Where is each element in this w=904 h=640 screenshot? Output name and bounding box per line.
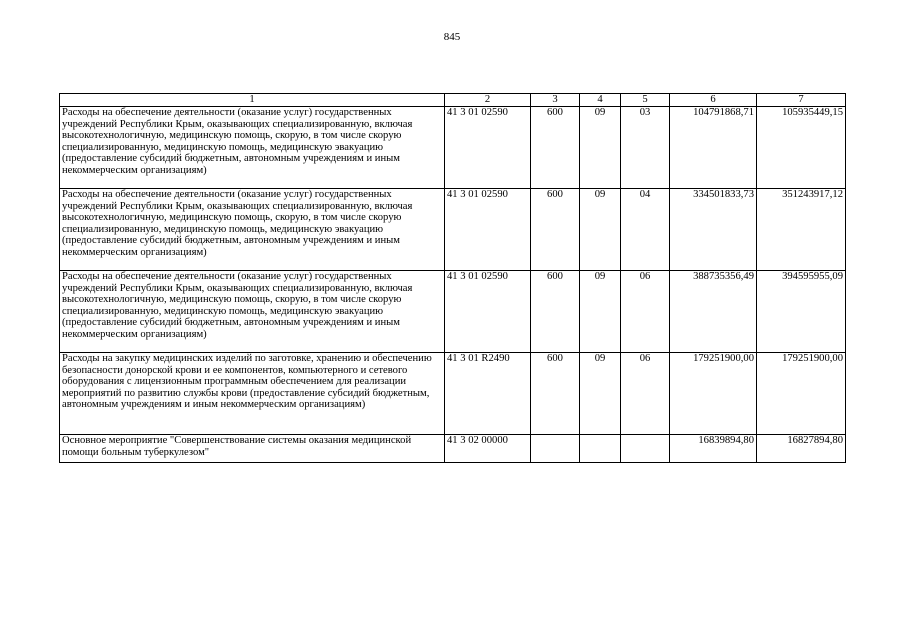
expense-name-cell: Расходы на обеспечение деятельности (оказание услуг) государственных учреждений Республики Крым, оказывающих специализированную, включая высокотехнологичную, медицинскую помощь, скорую, в том числе скорую специализированную, медицинскую помощь, медицинскую эвакуацию (предоставление субсидий бюджетным, автономным учреждениям и иным некоммерческим организациям) <box>60 271 445 353</box>
amount-cell: 16839894,80 <box>670 435 757 463</box>
subsection-code-cell: 06 <box>621 353 670 435</box>
column-header: 7 <box>757 94 846 107</box>
amount-cell: 388735356,49 <box>670 271 757 353</box>
table-row <box>60 435 846 463</box>
expense-type-code-cell <box>531 435 580 463</box>
target-article-code-cell: 41 3 01 R2490 <box>445 353 531 435</box>
subsection-code-cell: 03 <box>621 107 670 189</box>
column-header: 4 <box>580 94 621 107</box>
amount-cell: 334501833,73 <box>670 189 757 271</box>
table-row <box>60 189 846 271</box>
expense-type-code-cell: 600 <box>531 353 580 435</box>
section-code-cell: 09 <box>580 107 621 189</box>
header-row <box>60 94 846 107</box>
table-row <box>60 353 846 435</box>
target-article-code-cell: 41 3 01 02590 <box>445 271 531 353</box>
expense-type-code-cell: 600 <box>531 271 580 353</box>
amount-cell: 105935449,15 <box>757 107 846 189</box>
expense-type-code-cell: 600 <box>531 189 580 271</box>
column-header: 1 <box>60 94 445 107</box>
amount-cell: 394595955,09 <box>757 271 846 353</box>
section-code-cell: 09 <box>580 271 621 353</box>
subsection-code-cell <box>621 435 670 463</box>
expense-name-cell: Основное мероприятие "Совершенствование системы оказания медицинской помощи больным туберкулезом" <box>60 435 445 463</box>
amount-cell: 351243917,12 <box>757 189 846 271</box>
amount-cell: 179251900,00 <box>670 353 757 435</box>
page-number: 845 <box>443 31 461 43</box>
amount-cell: 179251900,00 <box>757 353 846 435</box>
subsection-code-cell: 04 <box>621 189 670 271</box>
table-row <box>60 271 846 353</box>
section-code-cell: 09 <box>580 189 621 271</box>
amount-cell: 104791868,71 <box>670 107 757 189</box>
column-header: 3 <box>531 94 580 107</box>
budget-table <box>59 93 846 463</box>
subsection-code-cell: 06 <box>621 271 670 353</box>
expense-type-code-cell: 600 <box>531 107 580 189</box>
section-code-cell: 09 <box>580 353 621 435</box>
section-code-cell <box>580 435 621 463</box>
target-article-code-cell: 41 3 02 00000 <box>445 435 531 463</box>
amount-cell: 16827894,80 <box>757 435 846 463</box>
column-header: 6 <box>670 94 757 107</box>
column-header: 5 <box>621 94 670 107</box>
target-article-code-cell: 41 3 01 02590 <box>445 107 531 189</box>
column-header: 2 <box>445 94 531 107</box>
expense-name-cell: Расходы на обеспечение деятельности (оказание услуг) государственных учреждений Республики Крым, оказывающих специализированную, включая высокотехнологичную, медицинскую помощь, скорую, в том числе скорую специализированную, медицинскую помощь, медицинскую эвакуацию (предоставление субсидий бюджетным, автономным учреждениям и иным некоммерческим организациям) <box>60 107 445 189</box>
expense-name-cell: Расходы на обеспечение деятельности (оказание услуг) государственных учреждений Республики Крым, оказывающих специализированную, включая высокотехнологичную, медицинскую помощь, скорую, в том числе скорую специализированную, медицинскую помощь, медицинскую эвакуацию (предоставление субсидий бюджетным, автономным учреждениям и иным некоммерческим организациям) <box>60 189 445 271</box>
table-row <box>60 107 846 189</box>
expense-name-cell: Расходы на закупку медицинских изделий по заготовке, хранению и обеспечению безопасности донорской крови и ее компонентов, компьютерного и сетевого оборудования с лицензионным программным обеспечением для реализации мероприятий по развитию службы крови (предоставление субсидий бюджетным, автономным учреждениям и иным некоммерческим организациям) <box>60 353 445 435</box>
target-article-code-cell: 41 3 01 02590 <box>445 189 531 271</box>
